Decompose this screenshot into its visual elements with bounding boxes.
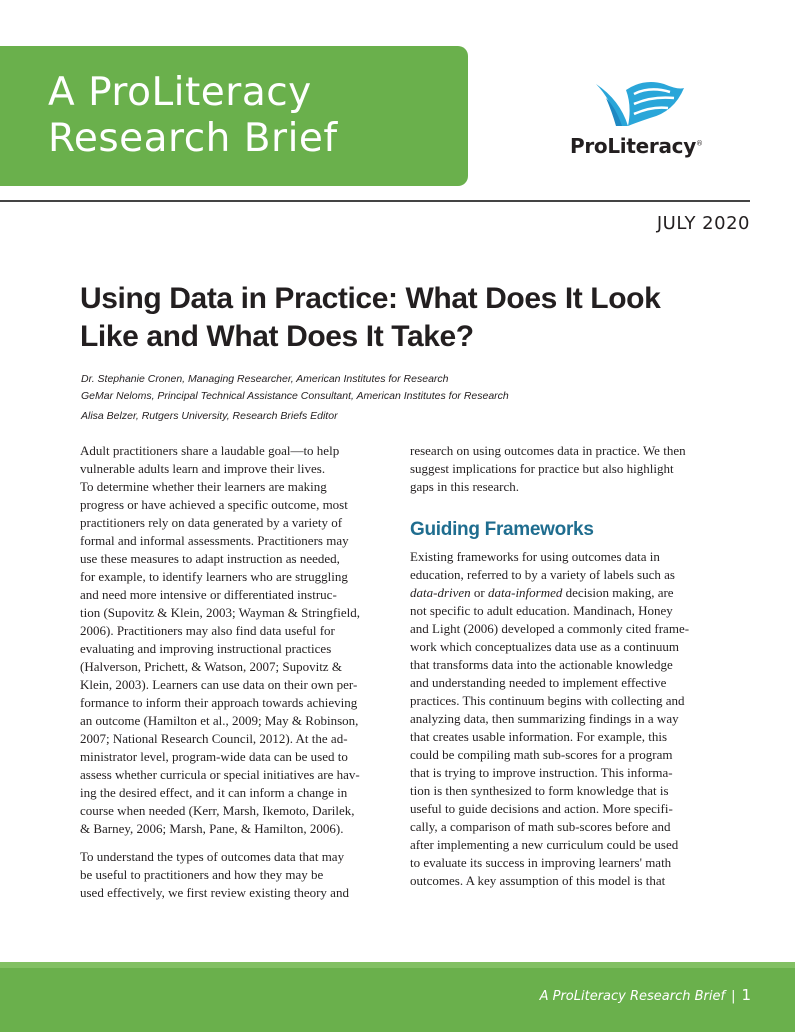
footer-label	[540, 986, 751, 1004]
text-line: suggest implications for practice but also highlight	[410, 461, 674, 476]
article-title	[80, 280, 720, 356]
text-line: tion is then synthesized to form knowledge that is	[410, 783, 669, 798]
text-line: vulnerable adults learn and improve their lives.	[80, 461, 326, 476]
text-line: To determine whether their learners are making	[80, 479, 327, 494]
logo-book-left-page	[596, 84, 628, 126]
header-divider	[0, 200, 750, 202]
text-line: Klein, 2003). Learners can use data on their own per-	[80, 677, 358, 692]
logo-wordmark	[570, 134, 703, 158]
text-line: that transforms data into the actionable knowledge	[410, 657, 673, 672]
banner-title-line-2: Research Brief	[48, 116, 338, 161]
text-line: gaps in this research.	[410, 479, 520, 494]
footer-separator: |	[731, 989, 736, 1004]
text-line: after implementing a new curriculum could be used	[410, 837, 679, 852]
text-line: for example, to identify learners who are struggling	[80, 569, 348, 584]
text-line: that creates usable information. For example, this	[410, 729, 668, 744]
text-line: work which conceptualizes data use as a continuum	[410, 639, 679, 654]
footer-bar	[0, 962, 795, 1032]
registered-mark: ®	[695, 139, 703, 148]
text-line: ministrator level, program-wide data can be used to	[80, 749, 348, 764]
paragraph	[410, 442, 720, 496]
footer-publication-name: A ProLiteracy Research Brief	[539, 989, 726, 1004]
text-line: formance to inform their approach towards achieving	[80, 695, 358, 710]
text-line: could be compiling math sub-scores for a program	[410, 747, 673, 762]
text-line: assess whether curricula or special initiatives are hav-	[80, 767, 360, 782]
text-line: an outcome (Hamilton et al., 2009; May & Robinson,	[80, 713, 359, 728]
text-line: Adult practitioners share a laudable goal—to help	[80, 443, 340, 458]
text-line: ing the desired effect, and it can inform a change in	[80, 785, 348, 800]
text-line: 2007; National Research Council, 2012). At the ad-	[80, 731, 348, 746]
article-title-line-1: Using Data in Practice: What Does It Look	[80, 282, 661, 315]
text-line: education, referred to by a variety of labels such as	[410, 567, 675, 582]
paragraph	[410, 548, 720, 890]
author-line: GeMar Neloms, Principal Technical Assistance Consultant, American Institutes for Research	[81, 389, 509, 402]
editor-line: Alisa Belzer, Rutgers University, Research Briefs Editor	[81, 410, 338, 422]
section-heading: Guiding Frameworks	[410, 519, 594, 540]
text-line: evaluating and improving instructional practices	[80, 641, 332, 656]
right-column	[410, 442, 720, 890]
text-line: be useful to practitioners and how they may be	[80, 867, 324, 882]
text-line: useful to guide decisions and action. More specifi-	[410, 801, 673, 816]
author-line: Dr. Stephanie Cronen, Managing Researcher, American Institutes for Research	[81, 373, 449, 385]
paragraph	[80, 442, 380, 838]
text-line: analyzing data, then summarizing findings in a way	[410, 711, 679, 726]
text-line: formal and informal assessments. Practitioners may	[80, 533, 349, 548]
article-title-line-2: Like and What Does It Take?	[80, 320, 474, 353]
text-line: To understand the types of outcomes data that may	[80, 849, 345, 864]
text-line: research on using outcomes data in practice. We then	[410, 443, 686, 458]
text-line: that is trying to improve instruction. This informa-	[410, 765, 673, 780]
text-line: and Light (2006) developed a commonly cited frame-	[410, 621, 690, 636]
open-book-icon	[594, 78, 688, 130]
text-line: & Barney, 2006; Marsh, Pane, & Hamilton, 2006).	[80, 821, 344, 836]
text-line: used effectively, we first review existing theory and	[80, 885, 349, 900]
text-line: data-driven or data-informed decision making, are	[410, 585, 674, 600]
author-list	[81, 371, 509, 425]
text-line: and need more intensive or differentiated instruc-	[80, 587, 337, 602]
logo-wordmark-text: ProLiteracy	[570, 134, 696, 158]
text-line: progress or have achieved a specific outcome, most	[80, 497, 348, 512]
text-line: and understanding needed to implement effective	[410, 675, 667, 690]
text-line: use these measures to adapt instruction as needed,	[80, 551, 340, 566]
text-line: course when needed (Kerr, Marsh, Ikemoto, Darilek,	[80, 803, 355, 818]
text-line: 2006). Practitioners may also find data useful for	[80, 623, 335, 638]
banner-title	[48, 70, 338, 162]
page-number: 1	[741, 986, 751, 1004]
text-line: to evaluate its success in improving learners' math	[410, 855, 672, 870]
banner-title-line-1: A ProLiteracy	[48, 70, 312, 115]
text-line: outcomes. A key assumption of this model is that	[410, 873, 666, 888]
left-column	[80, 442, 380, 902]
text-line: Existing frameworks for using outcomes data in	[410, 549, 660, 564]
publication-date: JULY 2020	[656, 213, 750, 234]
text-line: tion (Supovitz & Klein, 2003; Wayman & Stringfield,	[80, 605, 360, 620]
paragraph	[80, 848, 380, 902]
text-line: not specific to adult education. Mandinach, Honey	[410, 603, 673, 618]
text-line: practices. This continuum begins with collecting and	[410, 693, 685, 708]
text-line: cally, a comparison of math sub-scores before and	[410, 819, 671, 834]
text-line: (Halverson, Prichett, & Watson, 2007; Supovitz &	[80, 659, 342, 674]
text-line: practitioners rely on data generated by a variety of	[80, 515, 343, 530]
